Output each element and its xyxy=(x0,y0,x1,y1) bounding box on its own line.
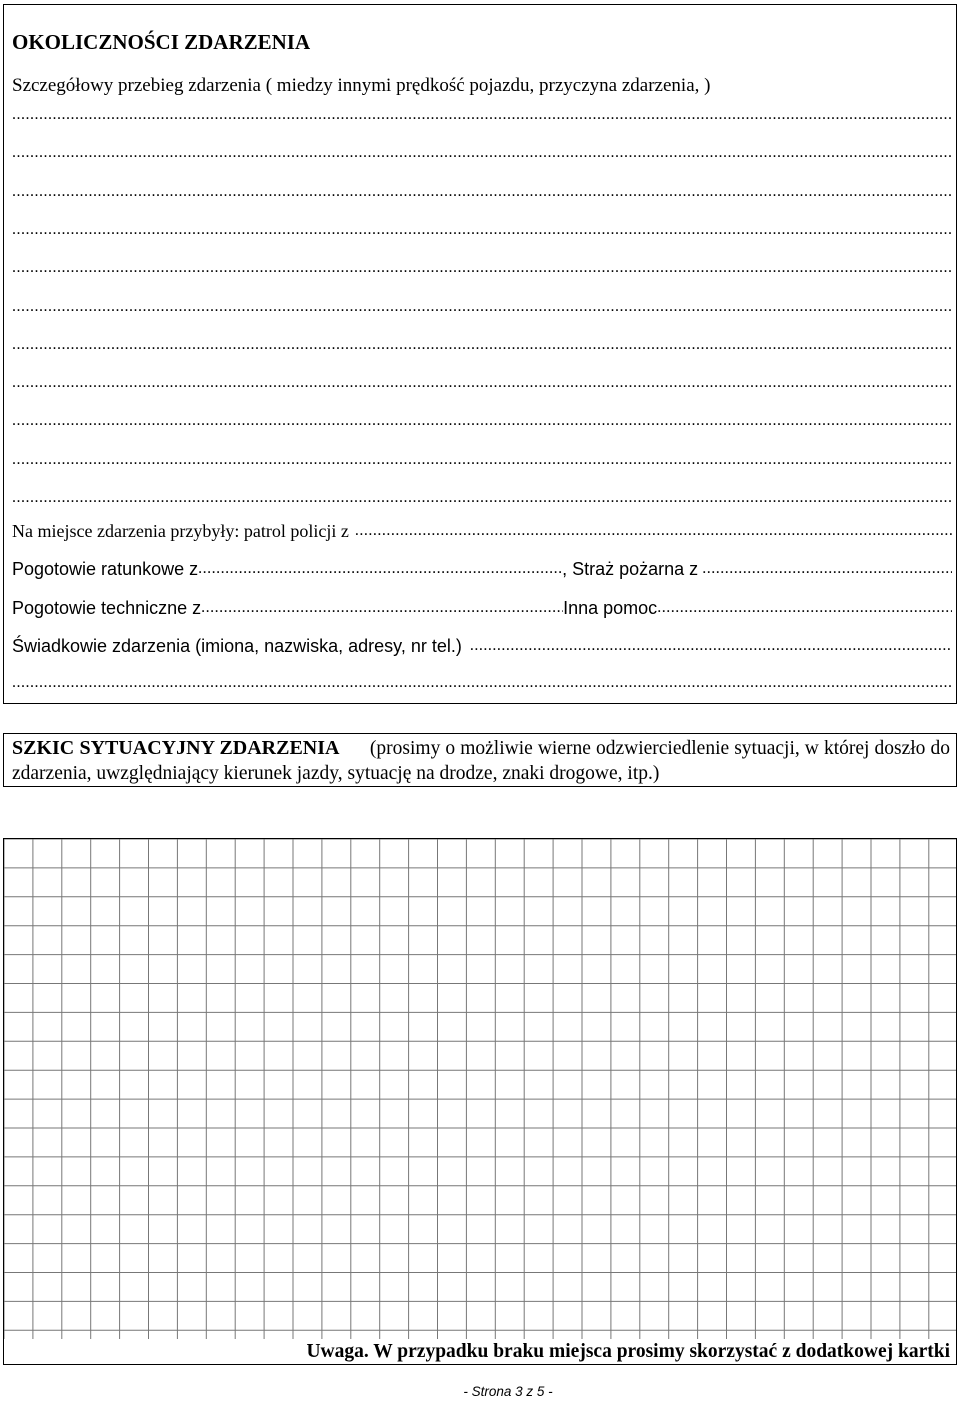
police-row xyxy=(12,519,952,543)
technical-label: Pogotowie techniczne z xyxy=(12,598,202,618)
fire-field[interactable] xyxy=(702,557,952,581)
description-line[interactable] xyxy=(12,373,952,393)
ambulance-field[interactable] xyxy=(198,557,562,581)
ambulance-fire-row xyxy=(12,557,952,581)
ambulance-label: Pogotowie ratunkowe z xyxy=(12,559,199,579)
description-line[interactable] xyxy=(12,335,952,355)
police-label: Na miejsce zdarzenia przybyły: patrol policji z xyxy=(12,521,349,541)
sketch-title: SZKIC SYTUACYJNY ZDARZENIA xyxy=(12,737,340,759)
witnesses-label: Świadkowie zdarzenia (imiona, nazwiska, adresy, nr tel.) xyxy=(12,636,462,656)
witnesses-field[interactable] xyxy=(470,634,952,658)
technical-field[interactable] xyxy=(201,596,563,620)
description-line[interactable] xyxy=(12,143,952,163)
fire-label: , Straż pożarna z xyxy=(562,559,699,579)
other-help-label: Inna pomoc xyxy=(563,598,658,618)
witnesses-line[interactable] xyxy=(12,673,952,693)
description-line[interactable] xyxy=(12,450,952,470)
notice-text: Uwaga. W przypadku braku miejsca prosimy skorzystać z dodatkowej kartki xyxy=(306,1341,950,1362)
sketch-header-section xyxy=(3,733,957,787)
description-line[interactable] xyxy=(12,220,952,240)
description-line[interactable] xyxy=(12,411,952,431)
sketch-grid[interactable] xyxy=(4,839,957,1339)
witnesses-row xyxy=(12,634,952,658)
incident-circumstances-section xyxy=(3,4,957,704)
sketch-area[interactable] xyxy=(3,838,957,1365)
description-line[interactable] xyxy=(12,105,952,125)
other-help-field[interactable] xyxy=(657,596,952,620)
police-field[interactable] xyxy=(355,519,952,543)
page-number: - Strona 3 z 5 - xyxy=(463,1384,553,1399)
technical-other-row xyxy=(12,596,952,620)
description-line[interactable] xyxy=(12,258,952,278)
sketch-header xyxy=(12,736,950,786)
description-line[interactable] xyxy=(12,297,952,317)
sketch-note: (prosimy o możliwie wierne odzwierciedlenie sytuacji, w której doszło do zdarzenia, uwzględniający kierunek jazdy, sytuację na drodze, znaki drogowe, itp.) xyxy=(12,738,950,784)
section-title: OKOLICZNOŚCI ZDARZENIA xyxy=(12,30,311,54)
description-label: Szczegółowy przebieg zdarzenia ( miedzy innymi prędkość pojazdu, przyczyna zdarzenia, ) xyxy=(12,75,711,96)
description-line[interactable] xyxy=(12,182,952,202)
description-line[interactable] xyxy=(12,488,952,508)
